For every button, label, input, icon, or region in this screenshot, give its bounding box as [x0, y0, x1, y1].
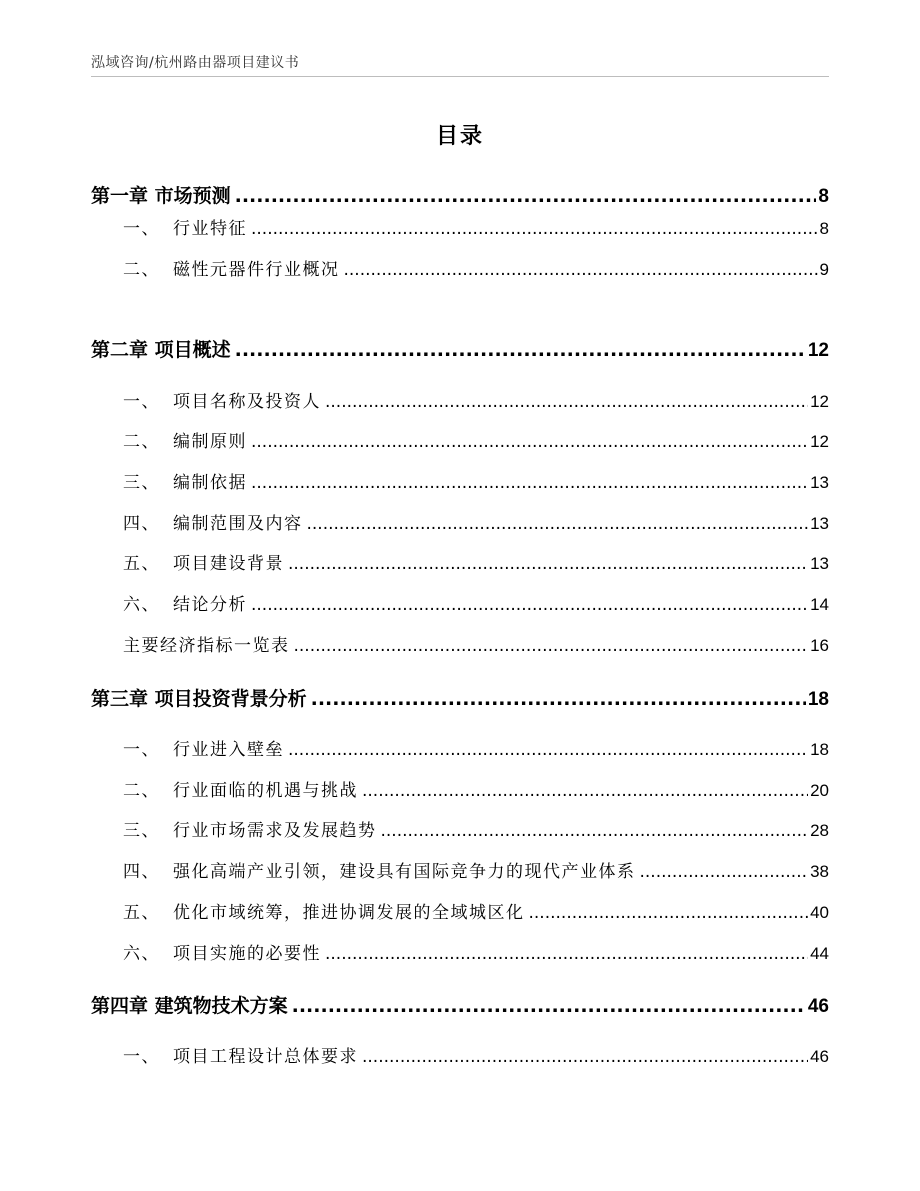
toc-dot-leader	[235, 337, 806, 363]
toc-section-entry[interactable]	[91, 633, 829, 659]
toc-section-entry[interactable]	[91, 511, 829, 537]
toc-section-number: 二、	[123, 781, 160, 801]
toc-dot-leader	[288, 737, 808, 763]
toc-page-number: 18	[810, 740, 829, 759]
toc-entry-text: 行业特征	[173, 219, 247, 239]
toc-page-number: 16	[810, 636, 829, 655]
toc-page-number: 12	[807, 340, 829, 361]
toc-page-number: 8	[818, 186, 829, 207]
toc-section-number: 一、	[123, 219, 160, 239]
toc-dot-leader	[251, 592, 808, 618]
toc-entry-text: 磁性元器件行业概况	[173, 260, 340, 280]
toc-page-number: 18	[807, 689, 829, 710]
toc-section-number: 一、	[123, 392, 160, 412]
toc-dot-leader	[529, 900, 809, 926]
toc-entry-label	[91, 257, 340, 283]
toc-dot-leader	[640, 859, 809, 885]
toc-section-entry[interactable]	[91, 257, 829, 283]
toc-page-number: 12	[810, 392, 829, 411]
toc-entry-text: 编制原则	[173, 432, 247, 452]
toc-page-number: 13	[810, 554, 829, 573]
toc-entry-label	[91, 900, 525, 926]
toc-page-number: 46	[807, 996, 829, 1017]
toc-dot-leader	[325, 389, 808, 415]
toc-section-number: 二、	[123, 260, 160, 280]
toc-section-number: 六、	[123, 944, 160, 964]
toc-section-number: 三、	[123, 821, 160, 841]
toc-entry-text: 第二章 项目概述	[91, 339, 231, 361]
toc-entry-text: 项目建设背景	[173, 554, 284, 574]
toc-dot-leader	[311, 686, 806, 712]
toc-page-number: 44	[810, 944, 829, 963]
toc-entry-text: 行业面临的机遇与挑战	[173, 781, 358, 801]
toc-dot-leader	[288, 551, 808, 577]
toc-dot-leader	[325, 941, 808, 967]
toc-entry-label	[91, 183, 231, 209]
toc-section-entry[interactable]	[91, 818, 829, 844]
toc-page-number: 46	[810, 1047, 829, 1066]
toc-entry-label	[91, 859, 636, 885]
toc-section-number: 三、	[123, 473, 160, 493]
toc-entry-label	[91, 551, 284, 577]
toc-entry-label	[91, 1044, 358, 1070]
toc-section-entry[interactable]	[91, 778, 829, 804]
toc-section-entry[interactable]	[91, 941, 829, 967]
toc-entry-label	[91, 337, 231, 363]
toc-entry-label	[91, 993, 288, 1019]
toc-entry-text: 行业市场需求及发展趋势	[173, 821, 377, 841]
toc-section-entry[interactable]	[91, 859, 829, 885]
toc-entry-label	[91, 686, 307, 712]
toc-page-number: 13	[810, 473, 829, 492]
toc-dot-leader	[292, 993, 806, 1019]
toc-entry-label	[91, 216, 247, 242]
toc-chapter-entry[interactable]	[91, 993, 829, 1020]
header-divider	[91, 76, 829, 77]
toc-section-number: 二、	[123, 432, 160, 452]
toc-entry-text: 项目工程设计总体要求	[173, 1047, 358, 1067]
toc-dot-leader	[381, 818, 809, 844]
toc-section-number: 五、	[123, 903, 160, 923]
toc-entry-label	[91, 633, 290, 659]
toc-section-entry[interactable]	[91, 737, 829, 763]
toc-section-entry[interactable]	[91, 470, 829, 496]
running-header: 泓域咨询/杭州路由器项目建议书	[91, 55, 300, 71]
toc-section-entry[interactable]	[91, 900, 829, 926]
toc-section-entry[interactable]	[91, 429, 829, 455]
toc-page-number: 14	[810, 595, 829, 614]
toc-section-number: 四、	[123, 514, 160, 534]
toc-section-entry[interactable]	[91, 216, 829, 242]
toc-page-number: 8	[819, 219, 829, 238]
toc-entry-label	[91, 737, 284, 763]
toc-dot-leader	[344, 257, 818, 283]
toc-entry-text: 编制依据	[173, 473, 247, 493]
toc-entry-text: 第三章 项目投资背景分析	[91, 688, 307, 710]
page-title: 目录	[435, 124, 484, 149]
toc-entry-label	[91, 429, 247, 455]
toc-chapter-entry[interactable]	[91, 686, 829, 713]
toc-entry-label	[91, 592, 247, 618]
toc-section-entry[interactable]	[91, 1044, 829, 1070]
toc-chapter-entry[interactable]	[91, 183, 829, 210]
toc-page-number: 38	[810, 862, 829, 881]
toc-dot-leader	[235, 183, 817, 209]
toc-entry-label	[91, 511, 303, 537]
toc-page-number: 9	[819, 260, 829, 279]
toc-dot-leader	[307, 511, 809, 537]
toc-page-number: 40	[810, 903, 829, 922]
toc-entry-label	[91, 818, 377, 844]
toc-section-number: 六、	[123, 595, 160, 615]
toc-entry-text: 结论分析	[173, 595, 247, 615]
toc-entry-label	[91, 778, 358, 804]
toc-section-number: 一、	[123, 740, 160, 760]
toc-section-entry[interactable]	[91, 592, 829, 618]
toc-entry-text: 项目实施的必要性	[173, 944, 321, 964]
toc-entry-text: 第四章 建筑物技术方案	[91, 995, 288, 1017]
toc-entry-label	[91, 470, 247, 496]
toc-dot-leader	[362, 1044, 808, 1070]
toc-dot-leader	[362, 778, 808, 804]
toc-entry-text: 编制范围及内容	[173, 514, 303, 534]
toc-dot-leader	[251, 470, 808, 496]
toc-section-entry[interactable]	[91, 389, 829, 415]
toc-entry-label	[91, 389, 321, 415]
toc-entry-text: 项目名称及投资人	[173, 392, 321, 412]
toc-dot-leader	[294, 633, 809, 659]
toc-section-entry[interactable]	[91, 551, 829, 577]
toc-entry-text: 主要经济指标一览表	[123, 636, 290, 656]
toc-dot-leader	[251, 216, 818, 242]
toc-dot-leader	[251, 429, 808, 455]
toc-entry-label	[91, 941, 321, 967]
toc-section-number: 四、	[123, 862, 160, 882]
toc-entry-text: 第一章 市场预测	[91, 185, 231, 207]
toc-section-number: 一、	[123, 1047, 160, 1067]
toc-chapter-entry[interactable]	[91, 337, 829, 364]
toc-entry-text: 强化高端产业引领，建设具有国际竞争力的现代产业体系	[173, 862, 636, 882]
toc-section-number: 五、	[123, 554, 160, 574]
toc-entry-text: 行业进入壁垒	[173, 740, 284, 760]
toc-entry-text: 优化市域统筹，推进协调发展的全域城区化	[173, 903, 525, 923]
toc-page-number: 20	[810, 781, 829, 800]
toc-page-number: 12	[810, 432, 829, 451]
toc-page-number: 13	[810, 514, 829, 533]
toc-page-number: 28	[810, 821, 829, 840]
